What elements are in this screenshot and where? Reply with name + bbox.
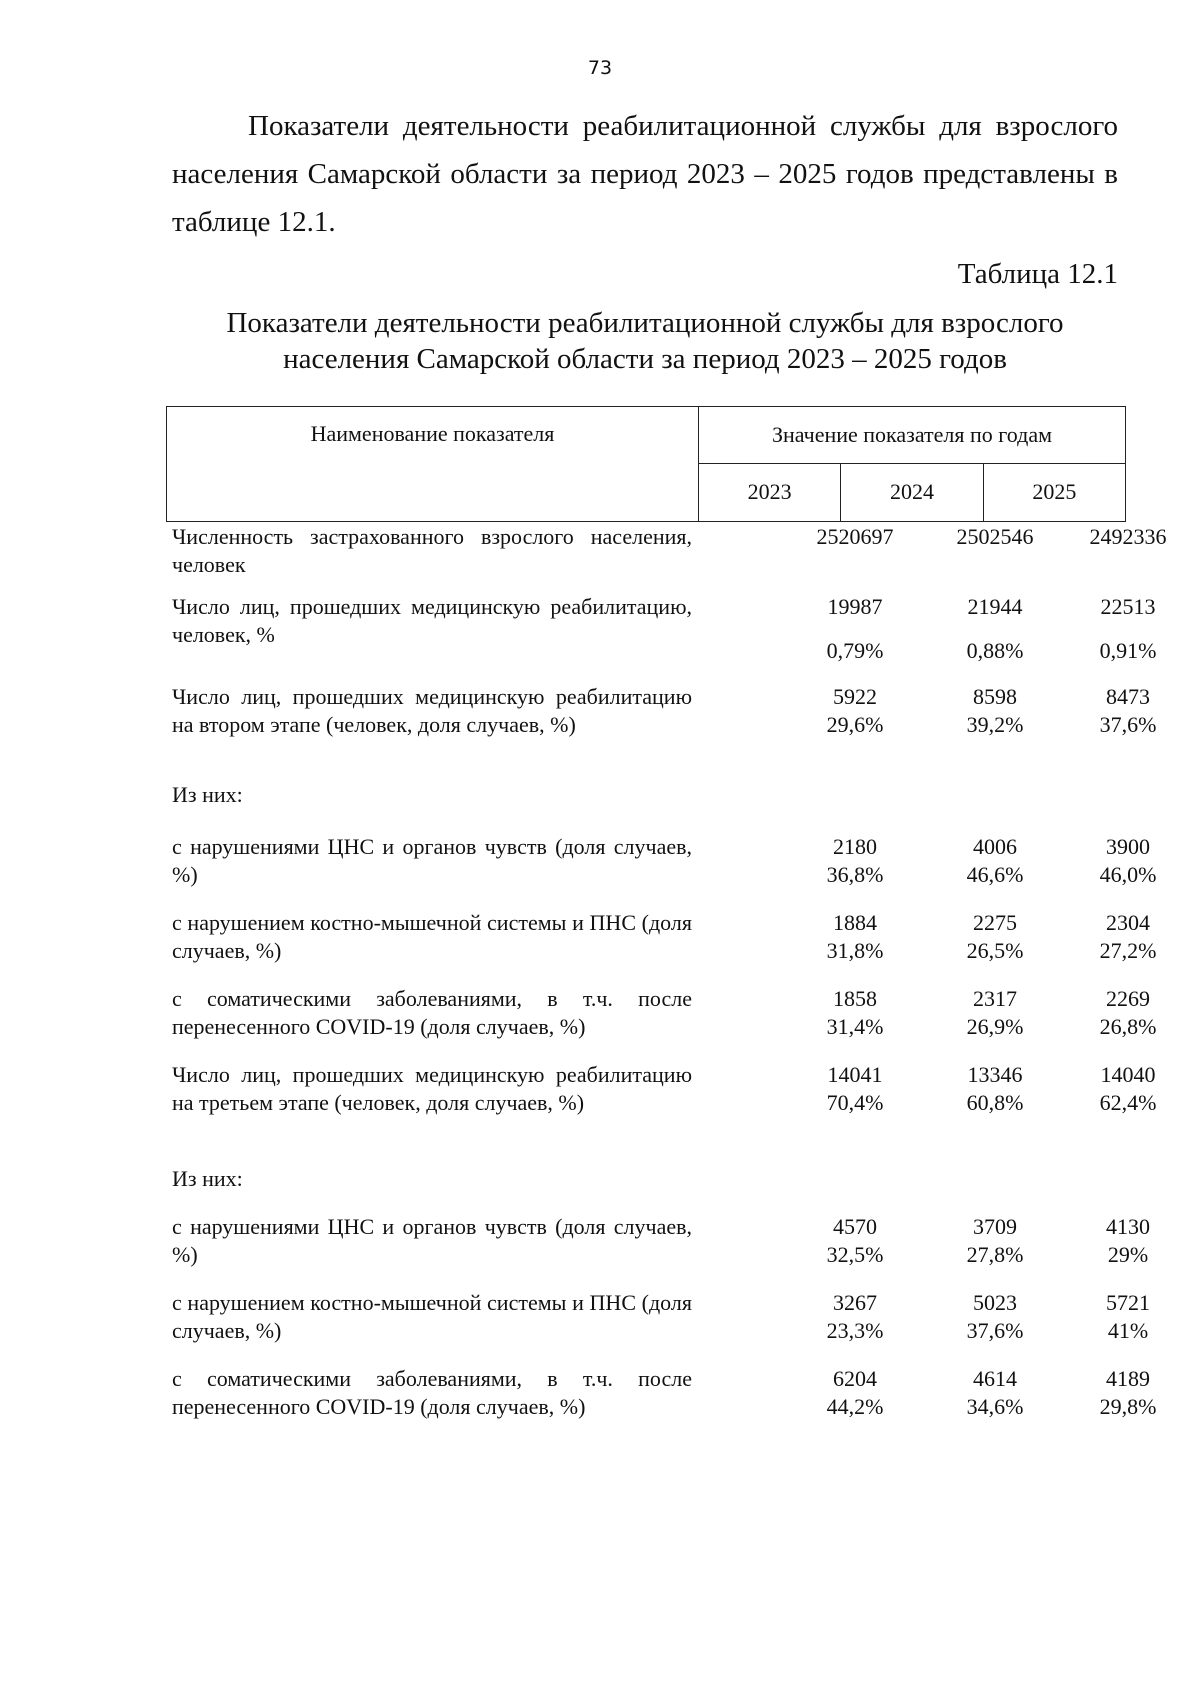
- percent-2024: 34,6%: [966, 1394, 1024, 1419]
- header-indicator-name: Наименование показателя: [167, 407, 699, 522]
- percent-2025: 29,8%: [1099, 1394, 1157, 1419]
- value-2023: 6204: [833, 1366, 877, 1391]
- header-year-2024: 2024: [841, 463, 983, 521]
- value-2023: 14041: [827, 1062, 883, 1087]
- value-2025: 2304: [1106, 910, 1150, 935]
- percent-2024: 39,2%: [966, 712, 1024, 737]
- percent-2025: 46,0%: [1099, 862, 1157, 887]
- percent-2023: 32,5%: [826, 1242, 884, 1267]
- table-row: [172, 1365, 1157, 1441]
- percent-2025: 29%: [1107, 1242, 1149, 1267]
- percent-2024: 46,6%: [966, 862, 1024, 887]
- percent-2024: 27,8%: [966, 1242, 1024, 1267]
- header-year-2025: 2025: [983, 463, 1125, 521]
- table-title-line1: Показатели деятельности реабилитационной службы для взрослого: [226, 307, 1064, 339]
- percent-2025: 41%: [1107, 1318, 1149, 1343]
- value-2025: 22513: [1100, 594, 1156, 619]
- table-row: [172, 593, 1157, 683]
- value-2024: 8598: [973, 684, 1017, 709]
- row-label: Из них:: [172, 782, 243, 807]
- table-row: [172, 833, 1157, 909]
- percent-2025: 0,91%: [1099, 638, 1157, 663]
- table-row: [172, 909, 1157, 985]
- table-row: [172, 1061, 1157, 1165]
- percent-2025: 62,4%: [1099, 1090, 1157, 1115]
- row-label: с нарушением костно-мышечной системы и ПНС (доля случаев, %): [172, 910, 692, 963]
- table-row: [172, 1289, 1150, 1365]
- percent-2023: 36,8%: [826, 862, 884, 887]
- percent-2025: 37,6%: [1099, 712, 1157, 737]
- row-label: Число лиц, прошедших медицинскую реабилитацию на втором этапе (человек, доля случаев, %): [172, 684, 692, 737]
- intro-paragraph: Показатели деятельности реабилитационной службы для взрослого населения Самарской области за период 2023 – 2025 годов представлены в таблице 12.1.: [172, 110, 1118, 238]
- row-label: Численность застрахованного взрослого населения, человек: [172, 524, 692, 577]
- value-2024: 5023: [973, 1290, 1017, 1315]
- value-2025: 3900: [1106, 834, 1150, 859]
- row-label: с нарушениями ЦНС и органов чувств (доля случаев, %): [172, 1214, 692, 1267]
- percent-2024: 26,5%: [966, 938, 1024, 963]
- percent-2023: 44,2%: [826, 1394, 884, 1419]
- table-row: [172, 523, 1167, 593]
- value-2025: 8473: [1106, 684, 1150, 709]
- percent-2024: 0,88%: [966, 638, 1024, 663]
- percent-2023: 23,3%: [826, 1318, 884, 1343]
- value-2023: 2180: [833, 834, 877, 859]
- percent-2023: 31,8%: [826, 938, 884, 963]
- percent-2024: 60,8%: [966, 1090, 1024, 1115]
- row-label: с нарушениями ЦНС и органов чувств (доля случаев, %): [172, 834, 692, 887]
- table-body: [172, 523, 1167, 1441]
- percent-2025: 27,2%: [1099, 938, 1157, 963]
- percent-2024: 37,6%: [966, 1318, 1024, 1343]
- percent-2023: 0,79%: [826, 638, 884, 663]
- value-2023: 4570: [833, 1214, 877, 1239]
- row-label: с соматическими заболеваниями, в т.ч. после перенесенного COVID-19 (доля случаев, %): [172, 986, 692, 1039]
- percent-2025: 26,8%: [1099, 1014, 1157, 1039]
- value-2024: 2317: [973, 986, 1017, 1011]
- table-row: [172, 781, 1132, 833]
- table-row: [172, 1213, 1150, 1289]
- value-2025: 2492336: [1089, 524, 1167, 549]
- value-2024: 4614: [973, 1366, 1017, 1391]
- table-header: [166, 406, 1126, 522]
- value-2025: 14040: [1100, 1062, 1156, 1087]
- value-2024: 3709: [973, 1214, 1017, 1239]
- percent-2023: 31,4%: [826, 1014, 884, 1039]
- value-2023: 1884: [833, 910, 877, 935]
- value-2023: 2520697: [816, 524, 894, 549]
- value-2024: 21944: [967, 594, 1023, 619]
- value-2023: 5922: [833, 684, 877, 709]
- percent-2023: 29,6%: [826, 712, 884, 737]
- value-2023: 3267: [833, 1290, 877, 1315]
- table-row: [172, 683, 1157, 781]
- row-label: Число лиц, прошедших медицинскую реабилитацию на третьем этапе (человек, доля случаев, %): [172, 1062, 692, 1115]
- header-values-by-year: Значение показателя по годам: [699, 407, 1126, 464]
- row-label: Число лиц, прошедших медицинскую реабилитацию, человек, %: [172, 594, 692, 647]
- value-2024: 13346: [967, 1062, 1023, 1087]
- table-label: Таблица 12.1: [957, 258, 1118, 290]
- value-2024: 4006: [973, 834, 1017, 859]
- value-2023: 19987: [827, 594, 883, 619]
- row-label: с соматическими заболеваниями, в т.ч. после перенесенного COVID-19 (доля случаев, %): [172, 1366, 692, 1419]
- table-title: [172, 305, 1118, 377]
- table-row: [172, 985, 1157, 1061]
- value-2025: 4189: [1106, 1366, 1150, 1391]
- value-2023: 1858: [833, 986, 877, 1011]
- table-row: [172, 1165, 1132, 1213]
- value-2025: 2269: [1106, 986, 1150, 1011]
- value-2024: 2275: [973, 910, 1017, 935]
- header-year-2023: 2023: [699, 463, 841, 521]
- value-2024: 2502546: [956, 524, 1034, 549]
- percent-2023: 70,4%: [826, 1090, 884, 1115]
- row-label: Из них:: [172, 1166, 243, 1191]
- value-2025: 4130: [1106, 1214, 1150, 1239]
- value-2025: 5721: [1106, 1290, 1150, 1315]
- row-label: с нарушением костно-мышечной системы и ПНС (доля случаев, %): [172, 1290, 692, 1343]
- table-title-line2: населения Самарской области за период 2023 – 2025 годов: [283, 343, 1007, 375]
- percent-2024: 26,9%: [966, 1014, 1024, 1039]
- page-number: 73: [587, 57, 613, 79]
